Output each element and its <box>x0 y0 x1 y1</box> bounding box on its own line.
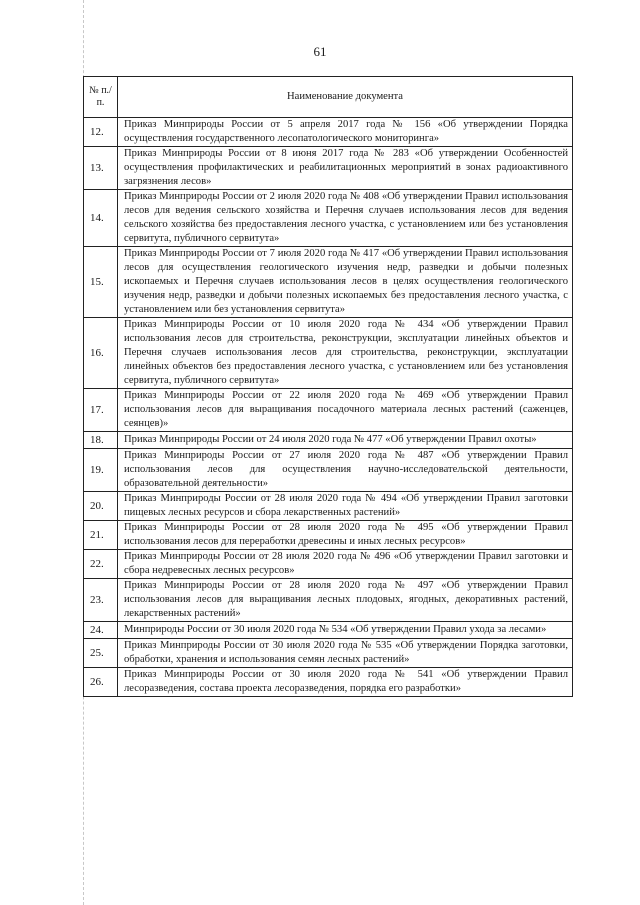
row-number: 13. <box>84 147 118 190</box>
row-number: 23. <box>84 579 118 622</box>
table-row <box>84 118 573 147</box>
row-number: 16. <box>84 318 118 389</box>
document-title: Приказ Минприроды России от 8 июня 2017 года № 283 «Об утверждении Особенностей осуществления профилактических и реабилитационных мероприятий в зонах радиоактивного загрязнения лесов» <box>118 147 573 190</box>
row-number: 22. <box>84 550 118 579</box>
table-row <box>84 668 573 697</box>
document-title: Приказ Минприроды России от 7 июля 2020 года № 417 «Об утверждении Правил использования лесов для осуществления геологического изучения недр, разведки и добычи полезных ископаемых и Перечня случаев использования лесов в целях осуществления геологического изучения недр, разведки и добычи полезных ископаемых без предоставления лесного участка, с установлением или без установления сервитута» <box>118 247 573 318</box>
row-number: 17. <box>84 389 118 432</box>
document-title: Приказ Минприроды России от 28 июля 2020 года № 496 «Об утверждении Правил заготовки и сбора недревесных лесных ресурсов» <box>118 550 573 579</box>
row-number: 26. <box>84 668 118 697</box>
document-list-table <box>83 76 573 697</box>
table-header-row <box>84 77 573 118</box>
row-number: 19. <box>84 449 118 492</box>
row-number: 20. <box>84 492 118 521</box>
document-title: Приказ Минприроды России от 28 июля 2020 года № 497 «Об утверждении Правил использования лесов для выращивания лесных плодовых, ягодных, декоративных растений, лекарственных растений» <box>118 579 573 622</box>
document-title: Приказ Минприроды России от 5 апреля 2017 года № 156 «Об утверждении Порядка осуществления государственного лесопатологического мониторинга» <box>118 118 573 147</box>
header-document-name: Наименование документа <box>118 77 573 118</box>
table-row <box>84 622 573 639</box>
table-row <box>84 432 573 449</box>
row-number: 15. <box>84 247 118 318</box>
document-title: Приказ Минприроды России от 22 июля 2020 года № 469 «Об утверждении Правил использования лесов для выращивания посадочного материала лесных растений (саженцев, сеянцев)» <box>118 389 573 432</box>
document-title: Приказ Минприроды России от 30 июля 2020 года № 541 «Об утверждении Правил лесоразведения, состава проекта лесоразведения, порядка его разработки» <box>118 668 573 697</box>
table-row <box>84 449 573 492</box>
table-row <box>84 147 573 190</box>
table-row <box>84 190 573 247</box>
document-title: Приказ Минприроды России от 10 июля 2020 года № 434 «Об утверждении Правил использования лесов для строительства, реконструкции, эксплуатации линейных объектов и Перечня случаев использования лесов для строительства, реконструкции, эксплуатации линейных объектов без предоставления лесного участка, с установлением или без установления сервитута, публичного сервитута» <box>118 318 573 389</box>
document-title: Приказ Минприроды России от 2 июля 2020 года № 408 «Об утверждении Правил использования лесов для ведения сельского хозяйства и Перечня случаев использования лесов для ведения сельского хозяйства без предоставления лесного участка, с установлением или без установления сервитута, публичного сервитута» <box>118 190 573 247</box>
document-title: Минприроды России от 30 июля 2020 года № 534 «Об утверждении Правил ухода за лесами» <box>118 622 573 639</box>
header-number: № п./п. <box>84 77 118 118</box>
row-number: 12. <box>84 118 118 147</box>
page-number: 61 <box>313 44 327 59</box>
table-row <box>84 389 573 432</box>
row-number: 18. <box>84 432 118 449</box>
row-number: 24. <box>84 622 118 639</box>
table-row <box>84 247 573 318</box>
table-row <box>84 579 573 622</box>
table-row <box>84 521 573 550</box>
row-number: 14. <box>84 190 118 247</box>
table-row <box>84 550 573 579</box>
table-row <box>84 639 573 668</box>
document-title: Приказ Минприроды России от 28 июля 2020 года № 495 «Об утверждении Правил использования лесов для переработки древесины и иных лесных ресурсов» <box>118 521 573 550</box>
row-number: 25. <box>84 639 118 668</box>
document-title: Приказ Минприроды России от 27 июля 2020 года № 487 «Об утверждении Правил использования лесов для осуществления научно-исследовательской деятельности, образовательной деятельности» <box>118 449 573 492</box>
table-row <box>84 492 573 521</box>
document-title: Приказ Минприроды России от 24 июля 2020 года № 477 «Об утверждении Правил охоты» <box>118 432 573 449</box>
table-row <box>84 318 573 389</box>
document-title: Приказ Минприроды России от 30 июля 2020 года № 535 «Об утверждении Порядка заготовки, обработки, хранения и использования семян лесных растений» <box>118 639 573 668</box>
row-number: 21. <box>84 521 118 550</box>
document-title: Приказ Минприроды России от 28 июля 2020 года № 494 «Об утверждении Правил заготовки пищевых лесных ресурсов и сбора лекарственных растений» <box>118 492 573 521</box>
